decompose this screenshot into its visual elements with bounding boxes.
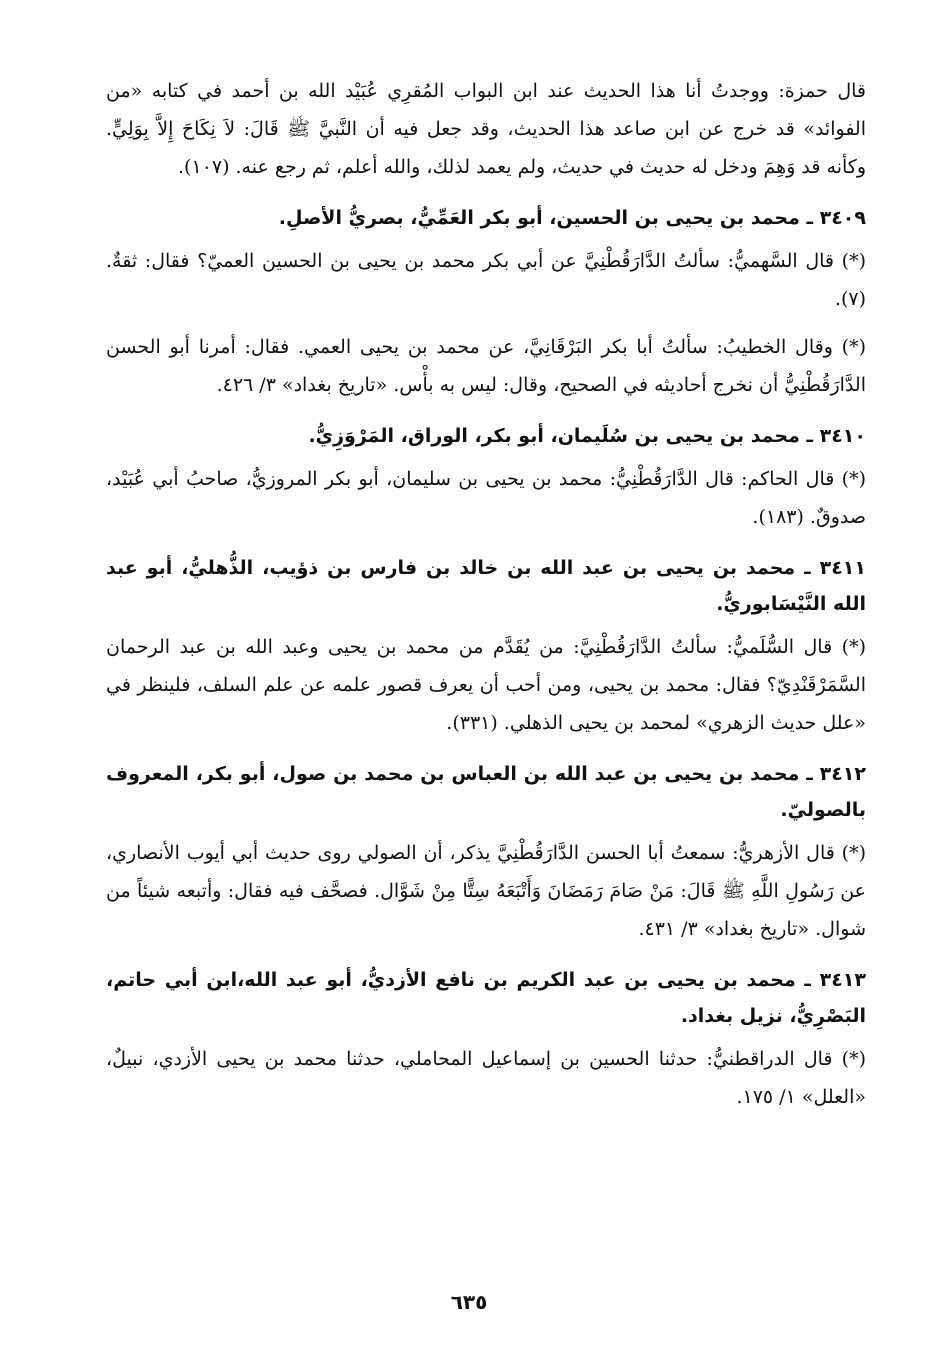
entry-heading: ٣٤١٢ ـ محمد بن يحيى بن عبد الله بن العباس بن محمد بن صول، أبو بكر، المعروف بالصوليّ. <box>106 763 866 821</box>
entry-3409 <box>106 200 866 404</box>
entry-heading: ٣٤١١ ـ محمد بن يحيى بن عبد الله بن خالد بن فارس بن ذؤيب، الذُّهليُّ، أبو عبد الله النَّيْسَابوريُّ. <box>106 557 866 615</box>
entry-heading: ٣٤١٣ ـ محمد بن يحيى بن عبد الكريم بن نافع الأزديُّ، أبو عبد الله،ابن أبي حاتم، البَصْرِيُّ، نزيل بغداد. <box>106 969 866 1027</box>
entry-3411 <box>106 550 866 742</box>
entry-heading: ٣٤٠٩ ـ محمد بن يحيى بن الحسين، أبو بكر العَمِّيُّ، بصريُّ الأصلِ. <box>278 207 866 229</box>
entry-3413 <box>106 962 866 1116</box>
entry-paragraph: (*) قال الحاكم: قال الدَّارَقُطْنِيُّ: محمد بن يحيى بن سليمان، أبو بكر المروزيُّ، صاحبُ أبي عُبَيْد، صدوقٌ. (١٨٣). <box>106 468 866 528</box>
page-number: ٦٣٥ <box>450 1290 488 1314</box>
intro-paragraph: قال حمزة: ووجدتُ أنا هذا الحديث عند ابن البواب المُقرِي عُبَيْد الله بن أحمد في كتابه «من الفوائد» قد خرج عن ابن صاعد هذا الحديث، وقد جعل فيه أن النَّبيَّ ﷺ قَالَ: لاَ نِكَاحَ إِلاَّ بِوَلِيٍّ. وكأنه قد وَهِمَ ودخل له حديث في حديث، ولم يعمد لذلك، والله أعلم، ثم رجع عنه. (١٠٧). <box>106 80 866 178</box>
entry-paragraph: (*) قال الأزهريُّ: سمعتُ أبا الحسن الدَّارَقُطْنِيَّ يذكر، أن الصولي روى حديث أبي أيوب الأنصاري، عن رَسُولِ اللَّهِ ﷺ قَالَ: مَنْ صَامَ رَمَضَانَ وَأَتْبَعَهُ سِتًّا مِنْ شَوَّال. فصحَّف فيه فقال: وأتبعه شيئاً من شوال. «تاريخ بغداد» ٣/ ٤٣١. <box>106 842 866 940</box>
book-page <box>106 72 866 1362</box>
entry-3410 <box>106 418 866 536</box>
entry-paragraph: (*) قال الدراقطنيُّ: حدثنا الحسين بن إسماعيل المحاملي، حدثنا محمد بن يحيى الأزدي، نبيلٌ، «العلل» ١/ ١٧٥. <box>106 1048 866 1108</box>
entry-3412 <box>106 756 866 948</box>
entry-paragraph: (*) قال السَّهميُّ: سألتُ الدَّارَقُطْنِيَّ عن أبي بكر محمد بن يحيى بن الحسين العميّ؟ فقال: ثقةٌ. (٧). <box>106 250 866 310</box>
entry-heading: ٣٤١٠ ـ محمد بن يحيى بن سُلَيمان، أبو بكر، الوراق، المَرْوَزِيُّ. <box>308 425 866 447</box>
entry-paragraph: (*) قال السُّلَميُّ: سألتُ الدَّارَقُطْنِيَّ: من يُقَدَّم من محمد بن يحيى وعبد الله بن عبد الرحمان السَّمَرْقَنْدِيّ؟ فقال: محمد بن يحيى، ومن أحب أن يعرف قصور علمه عن علم السلف، فلينظر في «علل حديث الزهري» لمحمد بن يحيى الذهلي. (٣٣١). <box>106 636 866 734</box>
entry-paragraph: (*) وقال الخطيبُ: سألتُ أبا بكر البَرْقَانِيَّ، عن محمد بن يحيى العمي. فقال: أمرنا أبو الحسن الدَّارَقُطْنِيُّ أن نخرج أحاديثه في الصحيح، وقال: ليس به بأْس. «تاريخ بغداد» ٣/ ٤٢٦. <box>106 336 866 396</box>
